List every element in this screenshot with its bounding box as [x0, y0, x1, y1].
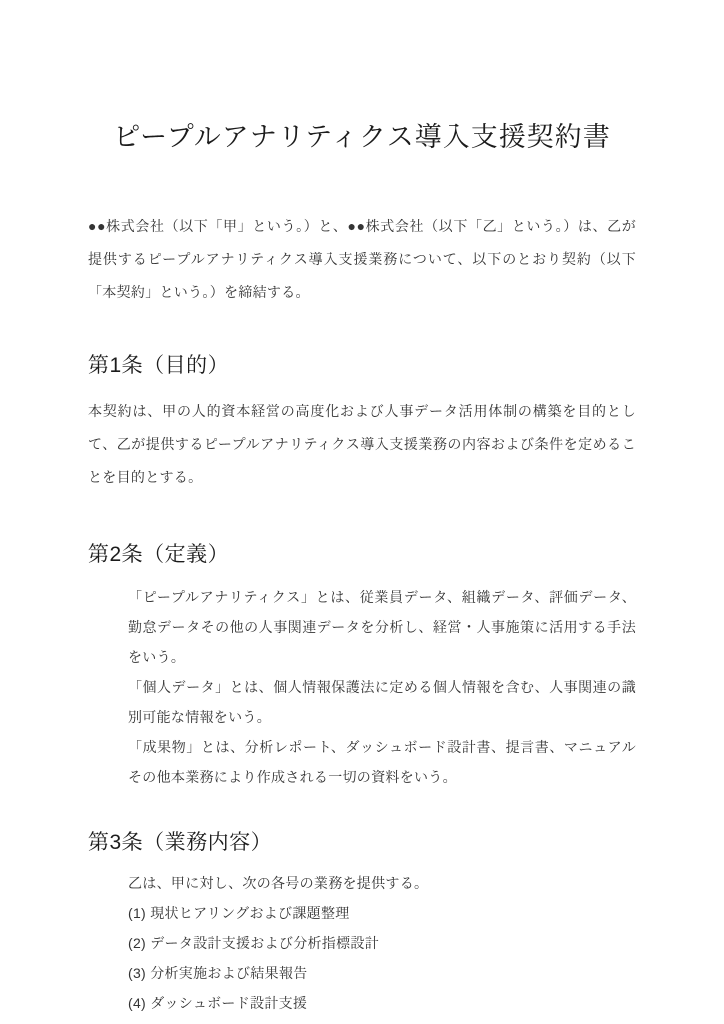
definition-clause-people-analytics: 「ピープルアナリティクス」とは、従業員データ、組織データ、評価データ、勤怠データその他の人事関連データを分析し、経営・人事施策に活用する手法をいう。	[128, 589, 636, 665]
service-item-1: (1) 現状ヒアリングおよび課題整理	[128, 905, 350, 921]
preamble-paragraph: ●●株式会社（以下「甲」という。）と、●●株式会社（以下「乙」という。）は、乙が提供するピープルアナリティクス導入支援業務について、以下のとおり契約（以下「本契約」という。）を締結する。	[88, 218, 636, 300]
definition-clause-deliverables: 「成果物」とは、分析レポート、ダッシュボード設計書、提言書、マニュアルその他本業務により作成される一切の資料をいう。	[128, 739, 636, 785]
article-2-heading: 第2条（定義）	[88, 543, 230, 566]
article-2-definitions	[88, 540, 636, 792]
article-2-clause-list	[88, 582, 636, 792]
article-3-clause-list	[88, 868, 636, 1018]
service-item-4: (4) ダッシュボード設計支援	[128, 995, 308, 1011]
document-title: ピープルアナリティクス導入支援契約書	[113, 122, 611, 152]
article-3-heading: 第3条（業務内容）	[88, 831, 273, 854]
service-item-3: (3) 分析実施および結果報告	[128, 965, 308, 981]
article-1-purpose	[88, 351, 636, 494]
article-1-body: 本契約は、甲の人的資本経営の高度化および人事データ活用体制の構築を目的として、乙が提供するピープルアナリティクス導入支援業務の内容および条件を定めることを目的とする。	[88, 403, 636, 485]
article-3-services	[88, 828, 636, 1018]
service-item-2: (2) データ設計支援および分析指標設計	[128, 935, 379, 951]
services-intro-clause: 乙は、甲に対し、次の各号の業務を提供する。	[128, 875, 429, 891]
article-1-heading: 第1条（目的）	[88, 354, 230, 377]
definition-clause-personal-data: 「個人データ」とは、個人情報保護法に定める個人情報を含む、人事関連の識別可能な情報をいう。	[128, 679, 636, 725]
